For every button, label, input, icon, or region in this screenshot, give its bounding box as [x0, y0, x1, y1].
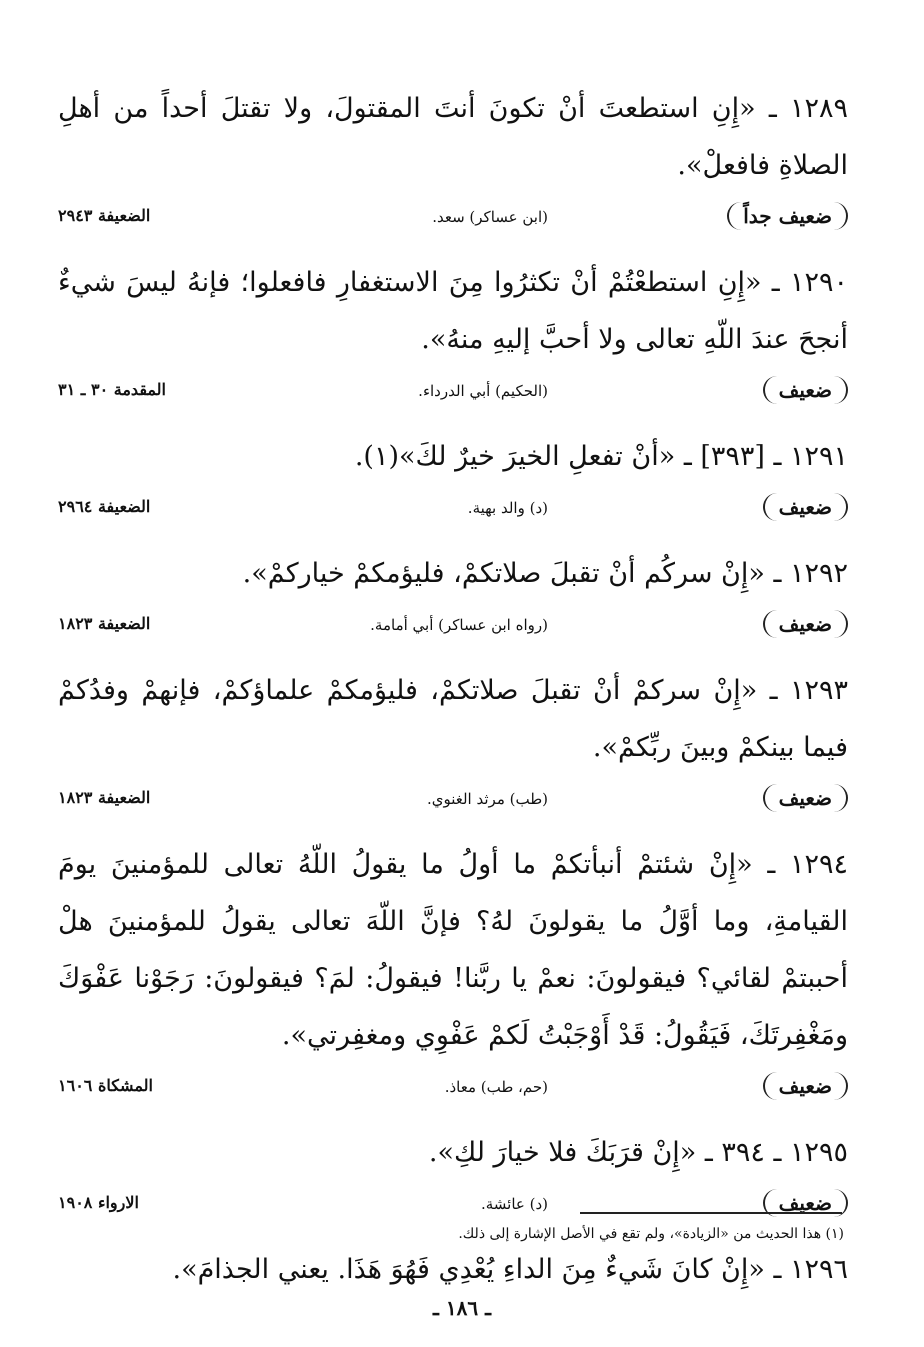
- footnote-divider: [580, 1212, 842, 1214]
- hadith-text: ١٢٩٥ ـ ٣٩٤ ـ «إِنْ قرَبَكَ فلا خيارَ لكِ».: [428, 1137, 848, 1168]
- narrator: (طب) مرثد الغنوي.: [426, 790, 548, 808]
- hadith-text: ١٢٩٢ ـ «إِنْ سركُم أنْ تقبلَ صلاتكمْ، فليؤمكمْ خياركمْ».: [242, 558, 848, 589]
- hadith-text: ١٢٨٩ ـ «إِنِ استطعتَ أنْ تكونَ أنتَ المقتولَ، ولا تقتلَ أحداً من أهلِ الصلاةِ فافعلْ».: [58, 93, 848, 181]
- grade-badge: ضعيف جداً: [727, 202, 848, 230]
- hadith-text: ١٢٩٠ ـ «إِنِ استطعْتُمْ أنْ تكثرُوا مِنَ الاستغفارِ فافعلوا؛ فإنهُ ليسَ شيءٌ أنجحَ عندَ اللّهِ تعالى ولا أحبَّ إليهِ منهُ».: [58, 267, 848, 355]
- source-line: [58, 604, 848, 656]
- reference: الضعيفة ١٨٢٣: [58, 788, 151, 807]
- reference: المقدمة ٣٠ ـ ٣١: [58, 380, 166, 399]
- reference: الضعيفة ٢٩٦٤: [58, 497, 151, 516]
- reference: الضعيفة ١٨٢٣: [58, 614, 151, 633]
- grade-badge: ضعيف: [763, 376, 848, 404]
- hadith-text: ١٢٩٤ ـ «إِنْ شئتمْ أنبأتكمْ ما أولُ ما يقولُ اللّهُ تعالى للمؤمنينَ يومَ القيامةِ، وما أوَّلُ ما يقولونَ لهُ؟ فإنَّ اللّهَ تعالى يقولُ للمؤمنينَ هلْ أحببتمْ لقائي؟ فيقولونَ: نعمْ يا ربَّنا! فيقولُ: لمَ؟ فيقولونَ: رَجَوْنا عَفْوَكَ ومَغْفِرتَكَ، فَيَقُولُ: قَدْ أَوْجَبْتُ لَكمْ عَفْوِي ومغفِرتي».: [58, 849, 848, 1051]
- source-line: [58, 487, 848, 539]
- page-number: ـ ١٨٦ ـ: [433, 1296, 491, 1320]
- narrator: (ابن عساكر) سعد.: [432, 208, 548, 226]
- page-body: [58, 80, 848, 1298]
- narrator: (الحكيم) أبي الدرداء.: [418, 382, 548, 400]
- narrator: (د) عائشة.: [480, 1195, 548, 1213]
- grade-badge: ضعيف: [763, 784, 848, 812]
- narrator: (حم، طب) معاذ.: [444, 1078, 548, 1096]
- grade-badge: ضعيف: [763, 610, 848, 638]
- source-line: [58, 370, 848, 422]
- grade-badge: ضعيف: [763, 1189, 848, 1217]
- narrator: (رواه ابن عساكر) أبي أمامة.: [370, 616, 548, 634]
- grade-badge: ضعيف: [763, 1072, 848, 1100]
- reference: المشكاة ١٦٠٦: [58, 1076, 153, 1095]
- hadith-text: ١٢٩٦ ـ «إِنْ كانَ شَيءٌ مِنَ الداءِ يُعْدِي فَهُوَ هَذَا. يعني الجذامَ».: [172, 1254, 848, 1285]
- source-line: [58, 196, 848, 248]
- grade-badge: ضعيف: [763, 493, 848, 521]
- source-line: [58, 1066, 848, 1118]
- hadith-text: ١٢٩٣ ـ «إِنْ سركمْ أنْ تقبلَ صلاتكمْ، فليؤمكمْ علماؤكمْ، فإنهمْ وفدُكمْ فيما بينكمْ وبينَ ربِّكمْ».: [58, 675, 848, 763]
- reference: الضعيفة ٢٩٤٣: [58, 206, 151, 225]
- source-line: [58, 778, 848, 830]
- narrator: (د) والد بهية.: [467, 499, 548, 517]
- footnote: (١) هذا الحديث من «الزيادة»، ولم تقع في الأصل الإشارة إلى ذلك.: [458, 1226, 844, 1242]
- hadith-text: ١٢٩١ ـ [٣٩٣] ـ «أنْ تفعلِ الخيرَ خيرٌ لكَ»(١).: [354, 441, 848, 472]
- reference: الارواء ١٩٠٨: [58, 1193, 139, 1212]
